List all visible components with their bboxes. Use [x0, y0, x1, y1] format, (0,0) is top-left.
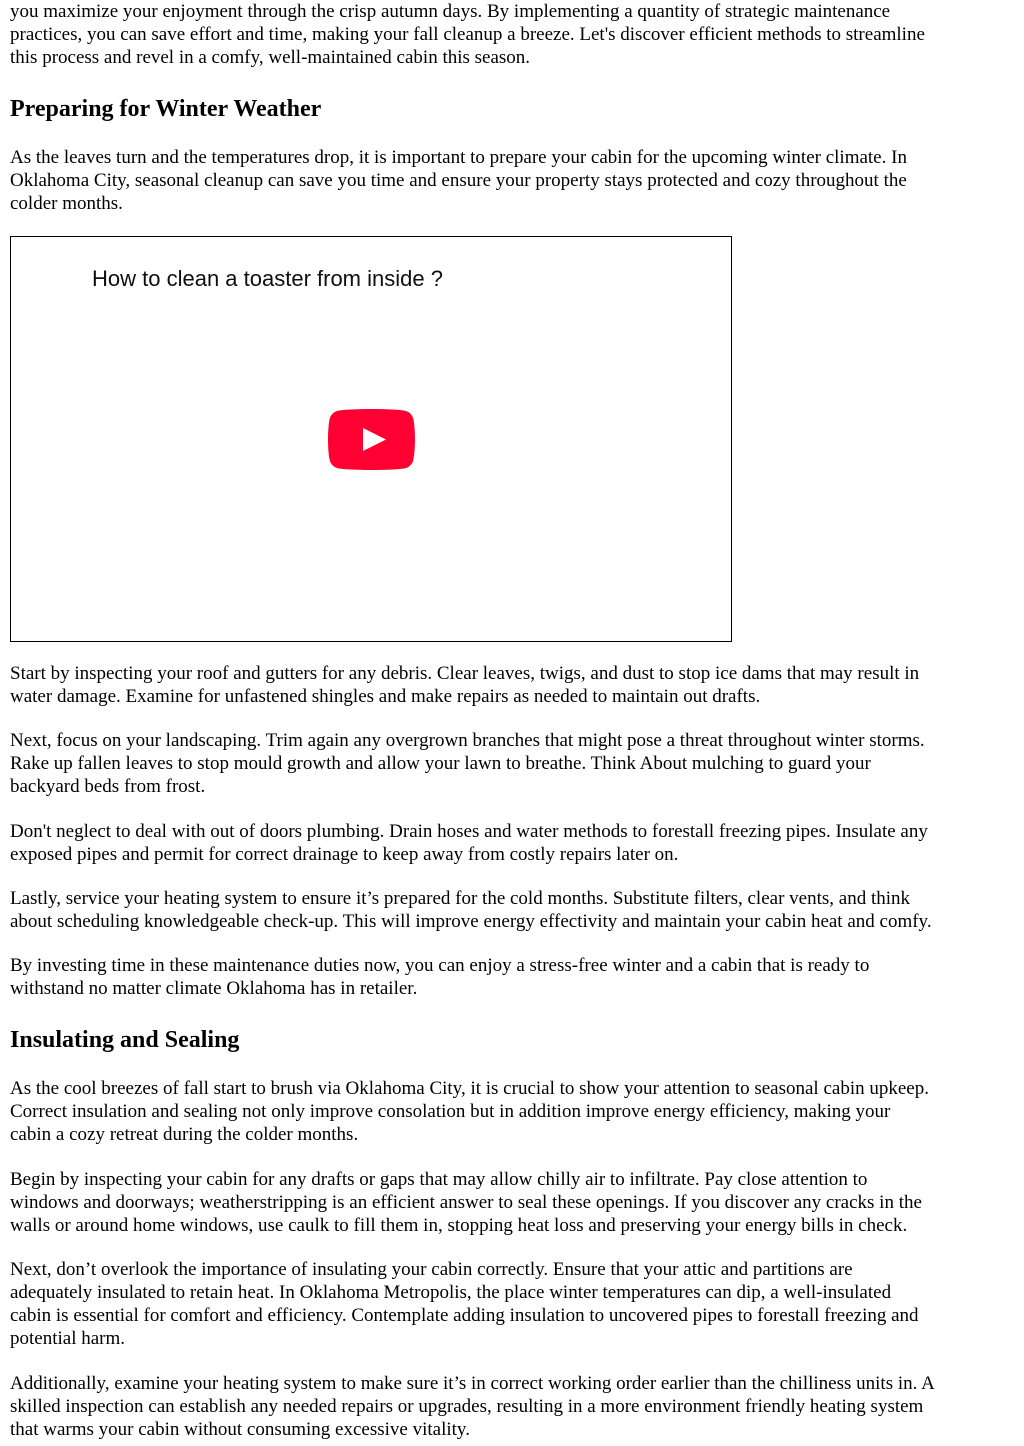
paragraph-drafts-gaps: Begin by inspecting your cabin for any drafts or gaps that may allow chilly air to infiltrate. Pay close attention to windows and doorways; weatherstripping is an efficient answer to seal these openings. If you discover any cracks in the walls or around home windows, use caulk to fill them in, stopping heat loss and preserving your energy bills in check.: [10, 1169, 922, 1236]
paragraph-investing-time: By investing time in these maintenance duties now, you can enjoy a stress-free winter and a cabin that is ready to withstand no matter climate Oklahoma has in retailer.: [10, 955, 870, 999]
paragraph-cool-breezes: As the cool breezes of fall start to brush via Oklahoma City, it is crucial to show your attention to seasonal cabin upkeep. Correct insulation and sealing not only improve consolation but in addition improve energy efficiency, making your cabin a cozy retreat during the colder months.: [10, 1078, 929, 1145]
section-heading-winter: Preparing for Winter Weather: [10, 96, 322, 122]
youtube-play-icon[interactable]: [328, 409, 415, 470]
paragraph-plumbing: Don't neglect to deal with out of doors plumbing. Drain hoses and water methods to forestall freezing pipes. Insulate any exposed pipes and permit for correct drainage to keep away from costly repairs later on.: [10, 821, 928, 865]
paragraph-heating-service: Lastly, service your heating system to ensure it’s prepared for the cold months. Substitute filters, clear vents, and think about scheduling knowledgeable check-up. This will improve energy effectivity and maintain your cabin heat and comfy.: [10, 888, 932, 932]
paragraph-roof-gutters: Start by inspecting your roof and gutters for any debris. Clear leaves, twigs, and dust to stop ice dams that may result in water damage. Examine for unfastened shingles and make repairs as needed to maintain out drafts.: [10, 663, 920, 707]
video-embed[interactable]: [10, 236, 732, 642]
paragraph-landscaping: Next, focus on your landscaping. Trim again any overgrown branches that might pose a threat throughout winter storms. Rake up fallen leaves to stop mould growth and allow your lawn to breathe. Think About mulching to guard your backyard beds from frost.: [10, 730, 925, 797]
intro-paragraph: you maximize your enjoyment through the crisp autumn days. By implementing a quantity of strategic maintenance practices, you can save effort and time, making your fall cleanup a breeze. Let's discover efficient methods to streamline this process and revel in a comfy, well-maintained cabin this season.: [10, 1, 925, 68]
paragraph-winter-intro: As the leaves turn and the temperatures drop, it is important to prepare your cabin for the upcoming winter climate. In Oklahoma City, seasonal cleanup can save you time and ensure your property stays protected and cozy throughout the colder months.: [10, 147, 907, 214]
paragraph-heating-inspection: Additionally, examine your heating system to make sure it’s in correct working order earlier than the chilliness units in. A skilled inspection can establish any needed repairs or upgrades, resulting in a more environment friendly heating system that warms your cabin without consuming excessive vitality.: [10, 1373, 935, 1440]
section-heading-insulating: Insulating and Sealing: [10, 1027, 240, 1053]
video-title[interactable]: How to clean a toaster from inside ?: [92, 266, 443, 291]
paragraph-insulation: Next, don’t overlook the importance of insulating your cabin correctly. Ensure that your attic and partitions are adequately insulated to retain heat. In Oklahoma Metropolis, the place winter temperatures can dip, a well-insulated cabin is essential for comfort and efficiency. Contemplate adding insulation to uncovered pipes to forestall freezing and potential harm.: [10, 1259, 919, 1349]
